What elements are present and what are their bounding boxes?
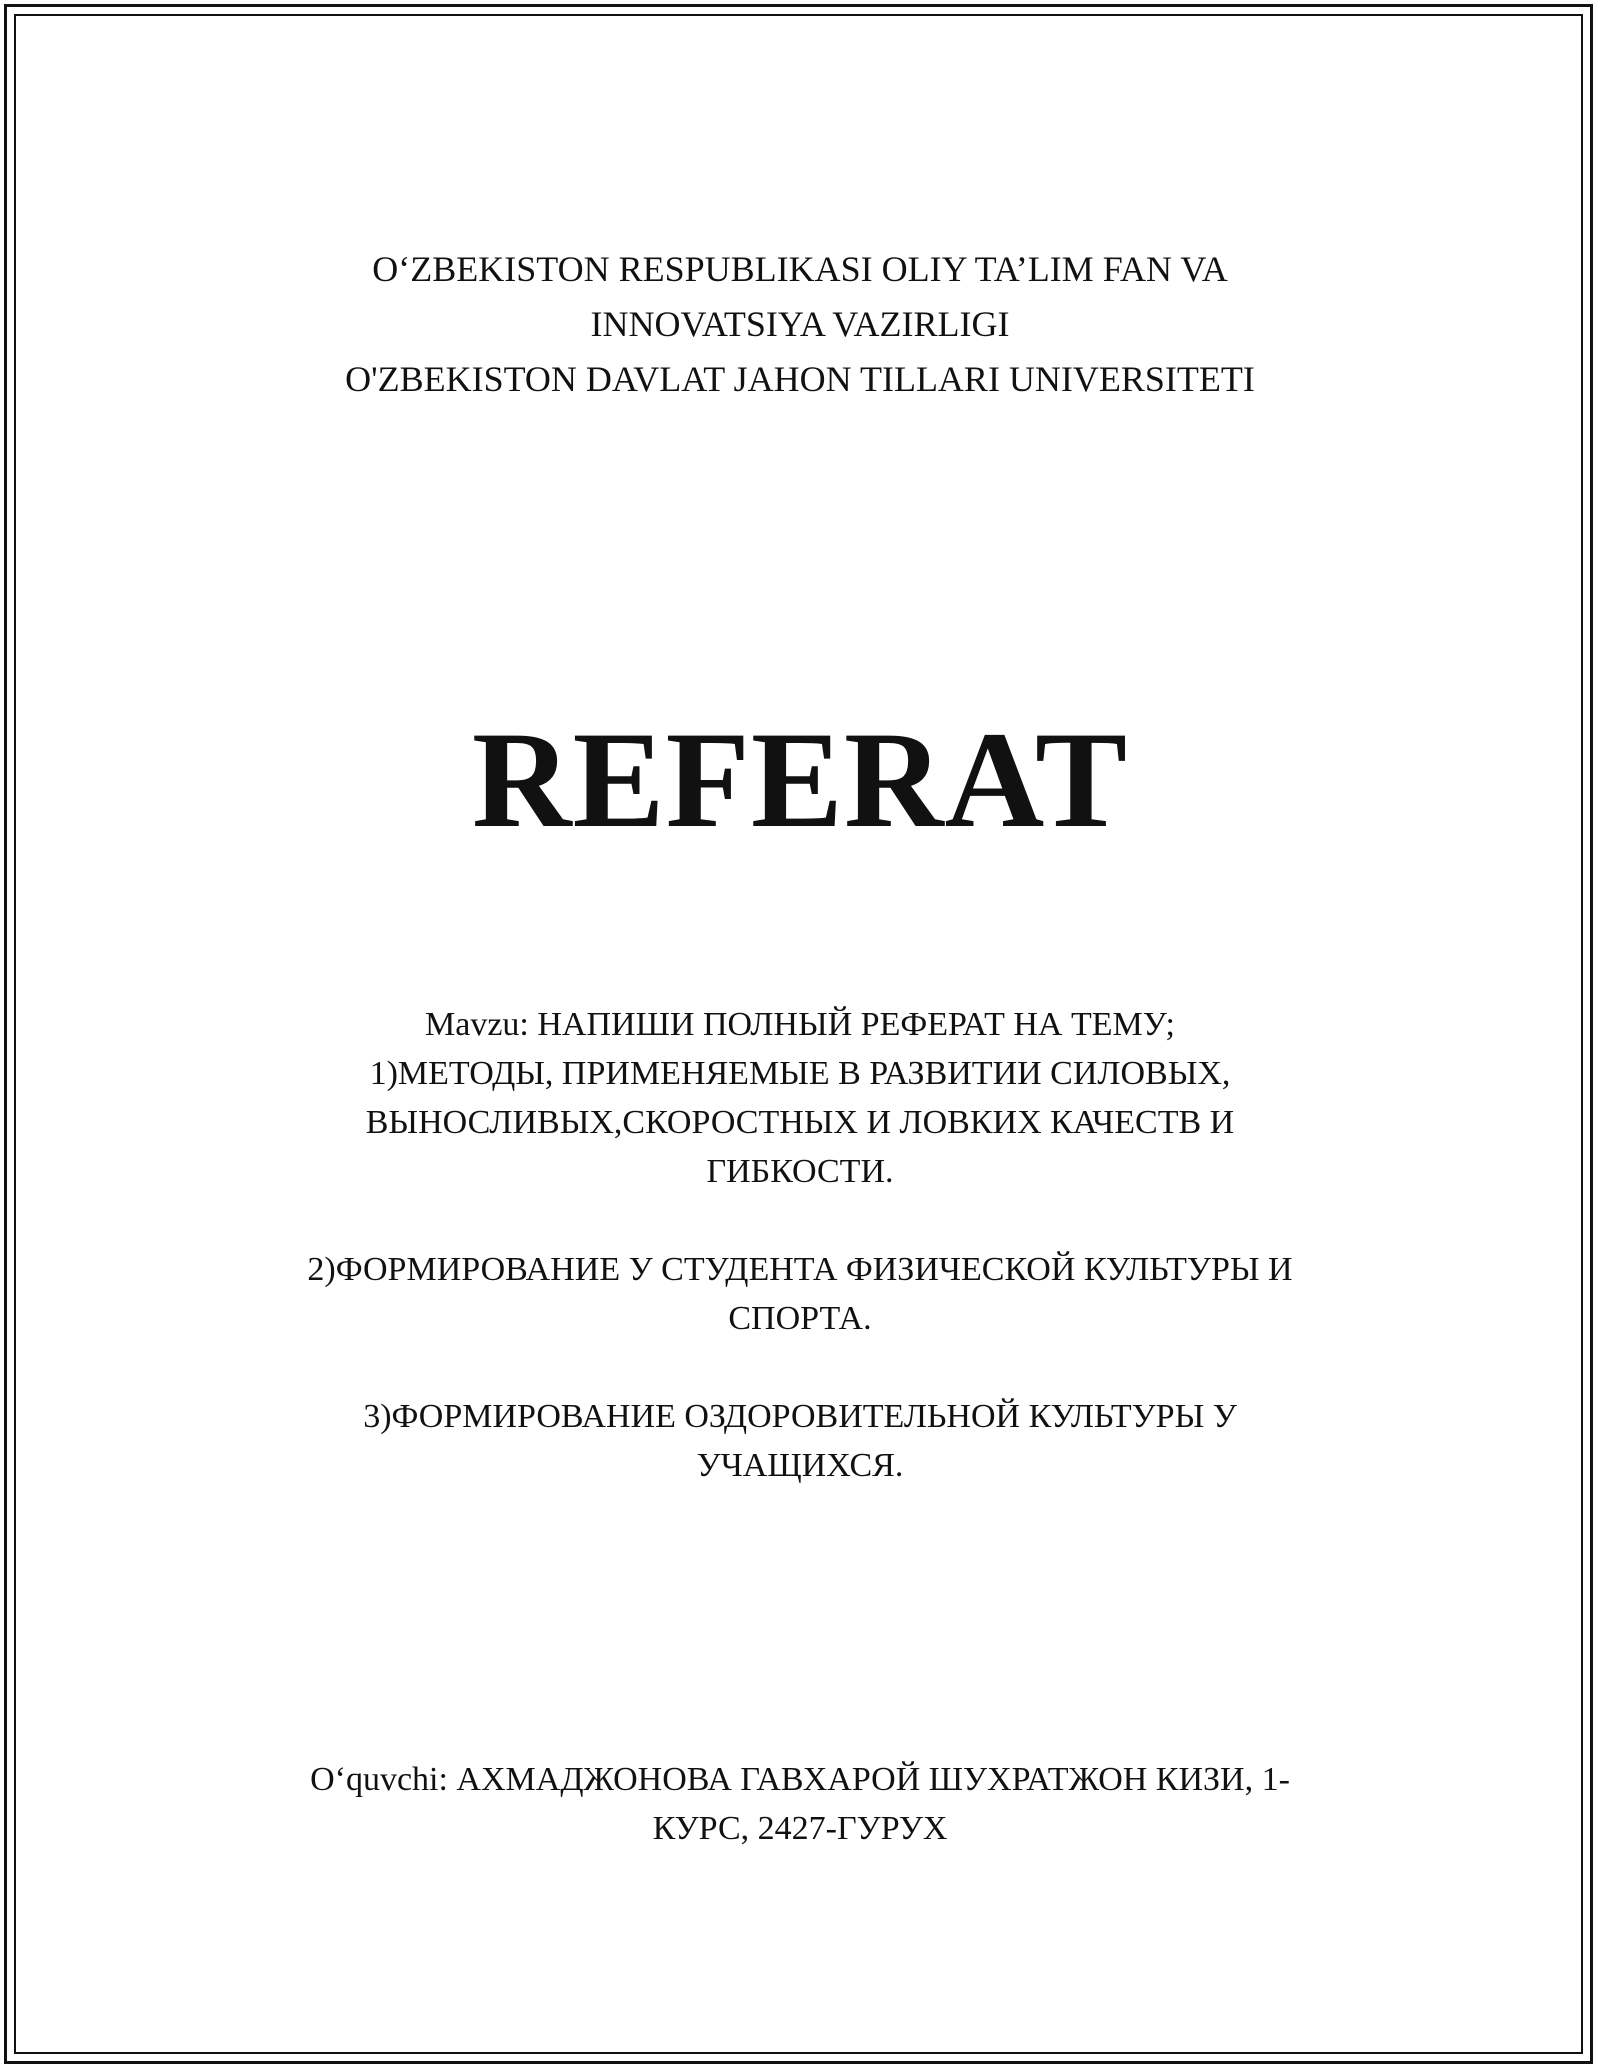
- student-line: КУРС, 2427-ГУРУХ: [652, 1810, 948, 1847]
- paragraph-gap: [0, 1196, 1600, 1245]
- header-line: INNOVATSIYA VAZIRLIGI: [590, 304, 1010, 344]
- topic-item-1-line: 1)МЕТОДЫ, ПРИМЕНЯЕМЫЕ В РАЗВИТИИ СИЛОВЫХ,: [369, 1055, 1231, 1092]
- header-line: O‘ZBEKISTON RESPUBLIKASI OLIY TA’LIM FAN VA: [372, 249, 1228, 289]
- topic-item-2-line: СПОРТА.: [728, 1300, 872, 1337]
- header-line: O'ZBEKISTON DAVLAT JAHON TILLARI UNIVERSITETI: [345, 359, 1255, 399]
- topic-item-1-line: ВЫНОСЛИВЫХ,СКОРОСТНЫХ И ЛОВКИХ КАЧЕСТВ И: [365, 1104, 1235, 1141]
- topic-item-3-line: УЧАЩИХСЯ.: [696, 1447, 904, 1484]
- ministry-header: [0, 242, 1600, 407]
- topic-item-1-line: ГИБКОСТИ.: [706, 1153, 894, 1190]
- topic-section: [0, 1000, 1600, 1490]
- paragraph-gap: [0, 1343, 1600, 1392]
- topic-item-3-line: 3)ФОРМИРОВАНИЕ ОЗДОРОВИТЕЛЬНОЙ КУЛЬТУРЫ У: [363, 1398, 1237, 1435]
- document-title: REFERAT: [471, 703, 1129, 856]
- topic-intro: Mavzu: НАПИШИ ПОЛНЫЙ РЕФЕРАТ НА ТЕМУ;: [425, 1006, 1175, 1043]
- topic-item-2-line: 2)ФОРМИРОВАНИЕ У СТУДЕНТА ФИЗИЧЕСКОЙ КУЛЬТУРЫ И: [307, 1251, 1293, 1288]
- student-line: O‘quvchi: АХМАДЖОНОВА ГАВХАРОЙ ШУХРАТЖОН КИЗИ, 1-: [310, 1761, 1290, 1798]
- student-info: [0, 1755, 1600, 1853]
